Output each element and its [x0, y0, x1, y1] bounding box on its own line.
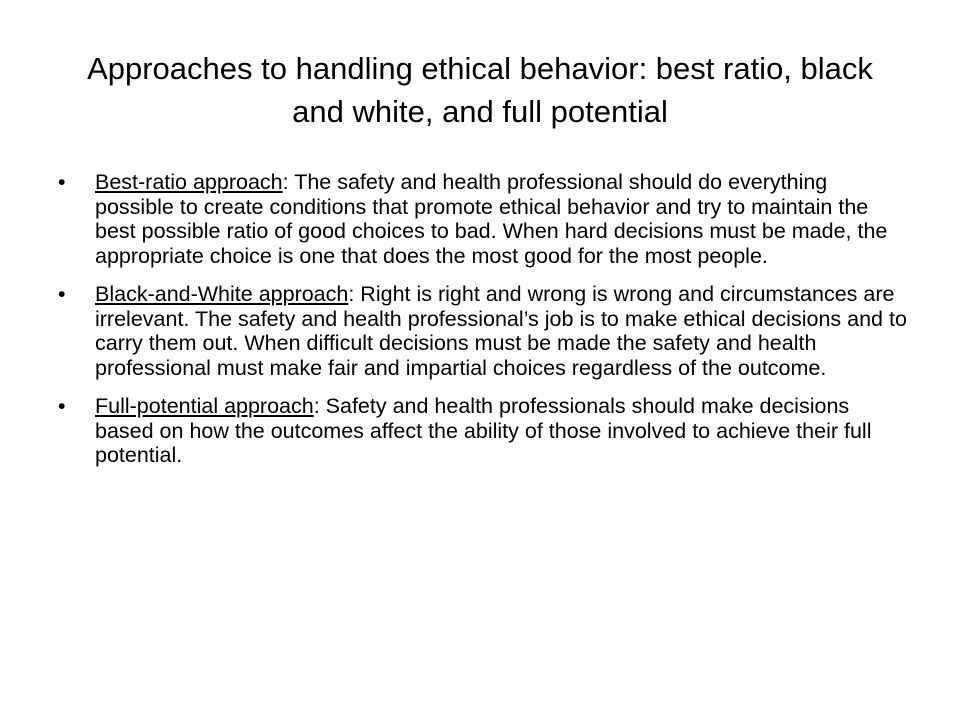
- bullet-text: : Safety and health professionals should make decisions based on how the outcomes affect the ability of those involved to achieve their full potential.: [95, 394, 872, 467]
- bullet-best-ratio: [58, 170, 908, 268]
- bullet-term: Black-and-White approach: [95, 282, 349, 306]
- bullet-black-and-white: [58, 282, 908, 380]
- slide-title: Approaches to handling ethical behavior: best ratio, black and white, and full potential: [87, 51, 873, 129]
- bullet-list: [58, 170, 908, 482]
- bullet-dot-icon: •: [58, 394, 66, 418]
- bullet-term: Full-potential approach: [95, 394, 314, 418]
- bullet-full-potential: [58, 394, 908, 468]
- bullet-dot-icon: •: [58, 170, 66, 194]
- bullet-dot-icon: •: [58, 282, 66, 306]
- bullet-term: Best-ratio approach: [95, 170, 283, 194]
- bullet-text: : Right is right and wrong is wrong and circumstances are irrelevant. The safety and health professional’s job is to make ethical decisions and to carry them out. When difficult decisions must be made the safety and health professional must make fair and impartial choices regardless of the outcome.: [95, 282, 907, 380]
- bullet-text: : The safety and health professional should do everything possible to create conditions that promote ethical behavior and try to maintain the best possible ratio of good choices to bad. When hard decisions must be made, the appropriate choice is one that does the most good for the most people.: [95, 170, 888, 268]
